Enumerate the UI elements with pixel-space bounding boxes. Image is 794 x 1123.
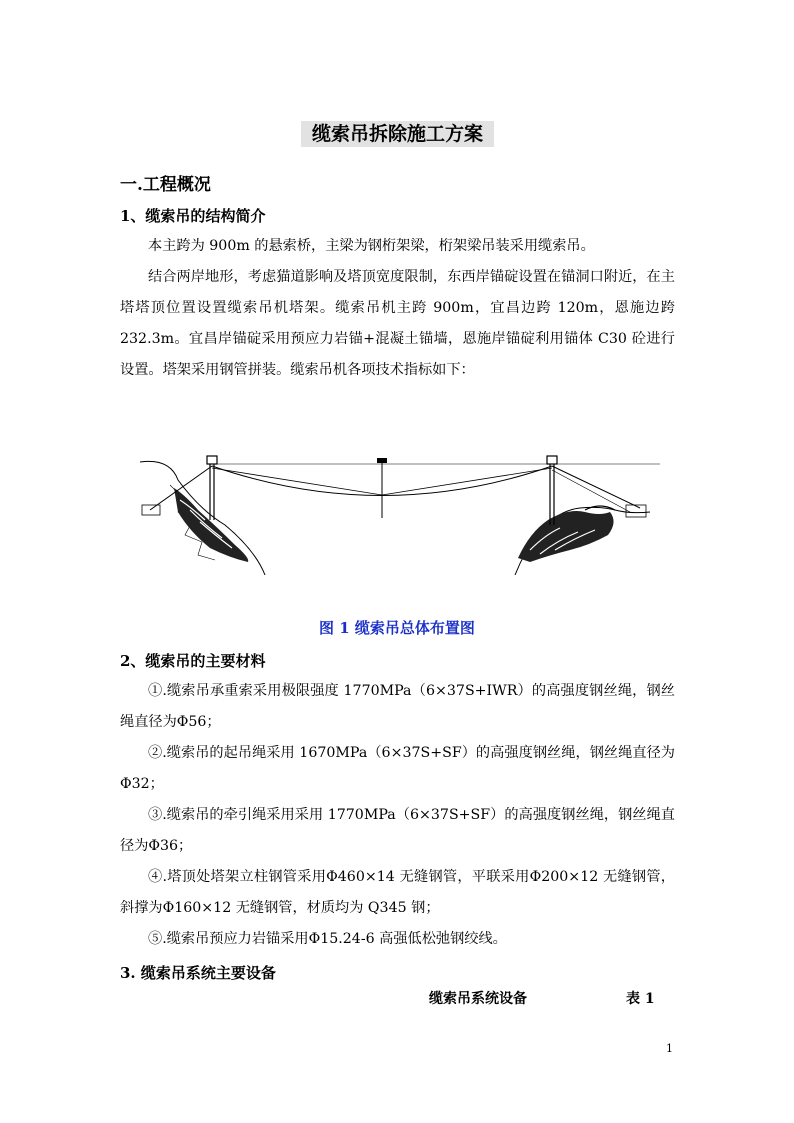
section-heading-overview: 一.工程概况 [120, 175, 211, 195]
paragraph-intro: 本主跨为 900m 的悬索桥，主梁为钢桁架梁，桁架梁吊装采用缆索吊。 [148, 238, 595, 254]
material-item-3: ③.缆索吊的牵引绳采用采用 1770MPa（6×37S+SF）的高强度钢丝绳，钢丝绳直径为Φ36； [120, 807, 675, 854]
subheading-equipment: 3. 缆索吊系统主要设备 [120, 964, 276, 982]
right-backstay [552, 466, 640, 508]
subheading-materials: 2、缆索吊的主要材料 [120, 652, 266, 670]
right-rock-hatch [518, 511, 614, 562]
trolley-marker [377, 458, 387, 463]
material-item-1: ①.缆索吊承重索采用极限强度 1770MPa（6×37S+IWR）的高强度钢丝绳，钢丝绳直径为Φ56； [120, 683, 675, 730]
page-number: 1 [666, 1042, 673, 1055]
paragraph-layout: 结合两岸地形，考虑猫道影响及塔顶宽度限制，东西岸锚碇设置在锚洞口附近，在主塔塔顶位置设置缆索吊机塔架。缆索吊机主跨 900m，宜昌边跨 120m，恩施边跨 232.3m。宜昌岸锚碇采用预应力岩锚+混凝土锚墙，恩施岸锚碇利用锚体 C30 砼进行设置。塔架采用钢管拼装。缆索吊机各项技术指标如下： [120, 269, 680, 378]
material-item-4: ④.塔顶处塔架立柱钢管采用Φ460×14 无缝钢管，平联采用Φ200×12 无缝钢管，斜撑为Φ160×12 无缝钢管，材质均为 Q345 钢； [120, 869, 675, 916]
material-item-5: ⑤.缆索吊预应力岩锚采用Φ15.24-6 高强低松弛钢绞线。 [148, 931, 507, 947]
table-number: 表 1 [626, 991, 655, 1007]
left-rock-hatch [174, 488, 248, 562]
figure-caption: 图 1 缆索吊总体布置图 [319, 619, 475, 637]
left-tower [207, 456, 217, 520]
left-anchor [142, 505, 160, 515]
material-item-2: ②.缆索吊的起吊绳采用 1670MPa（6×37S+SF）的高强度钢丝绳，钢丝绳直径为Φ32； [120, 745, 675, 792]
table-title: 缆索吊系统设备 [429, 991, 527, 1007]
subheading-structure: 1、缆索吊的结构简介 [120, 207, 266, 225]
right-anchor [626, 505, 646, 517]
cable-crane-layout-diagram [130, 450, 670, 575]
document-title: 缆索吊拆除施工方案 [301, 121, 494, 147]
